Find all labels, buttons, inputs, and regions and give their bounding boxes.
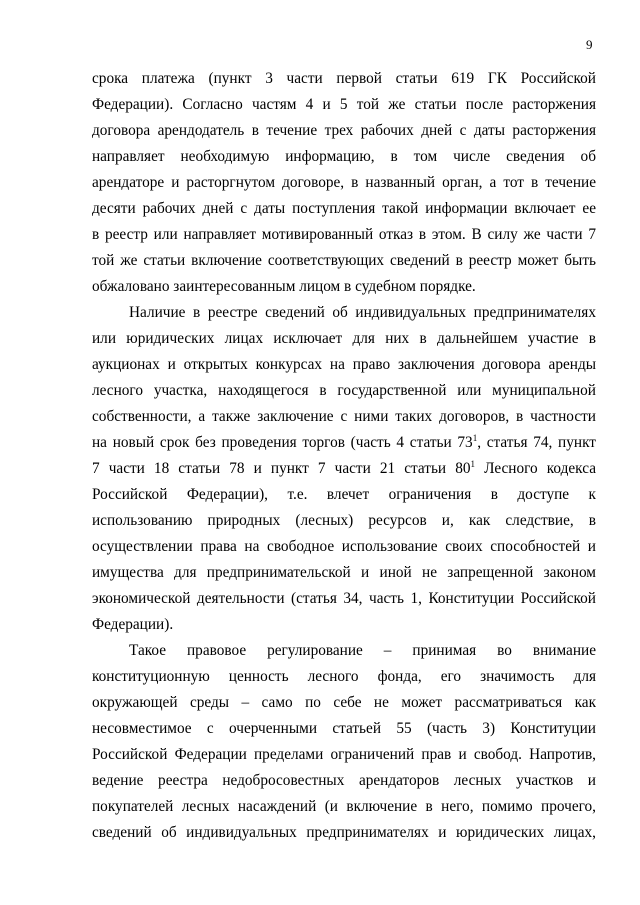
text-line: Федерации).	[92, 616, 174, 633]
document-body	[92, 66, 596, 846]
text-line: Федерации). Согласно частям 4 и 5 той же статьи после расторжения	[92, 96, 596, 113]
text-line: имущества для предпринимательской и иной не запрещенной законом	[92, 564, 596, 581]
text-line: покупателей лесных насаждений (и включение в него, помимо прочего,	[92, 798, 596, 815]
text-line: осуществлении права на свободное использование своих способностей и	[92, 538, 596, 555]
text-line: срока платежа (пункт 3 части первой статьи 619 ГК Российской	[92, 70, 596, 87]
text-line: Российской Федерации пределами ограничений прав и свобод. Напротив,	[92, 746, 596, 763]
superscript: 1	[470, 459, 475, 469]
text-line: лесного участка, находящегося в государственной или муниципальной	[92, 382, 596, 399]
text-line: или юридических лицах исключает для них в дальнейшем участие в	[92, 330, 596, 347]
text-line: экономической деятельности (статья 34, часть 1, Конституции Российской	[92, 590, 596, 607]
text-line: использованию природных (лесных) ресурсов и, как следствие, в	[92, 512, 596, 529]
text-line: той же статьи включение соответствующих сведений в реестр может быть	[92, 252, 596, 269]
text-line: собственности, а также заключение с ними таких договоров, в частности	[92, 408, 596, 425]
text-line: аукционах и открытых конкурсах на право заключения договора аренды	[92, 356, 596, 373]
text-line: обжаловано заинтересованным лицом в судебном порядке.	[92, 278, 476, 295]
text-line: договора арендодатель в течение трех рабочих дней с даты расторжения	[92, 122, 596, 139]
text-line: в реестр или направляет мотивированный отказ в этом. В силу же части 7	[92, 226, 596, 243]
page-number: 9	[586, 37, 593, 52]
text-line-with-superscript	[92, 456, 596, 482]
superscript: 1	[472, 433, 478, 443]
text-line-with-superscript	[92, 430, 596, 456]
line-text: на новый срок без проведения торгов (часть 4 статьи 73	[92, 434, 473, 451]
line-text: 7 части 18 статьи 78 и пункт 7 части 21 статьи 80	[92, 460, 471, 477]
text-line: окружающей среды – само по себе не может рассматриваться как	[92, 694, 596, 711]
line-tail: Лесного кодекса	[475, 460, 596, 477]
text-line: Российской Федерации), т.е. влечет ограничения в доступе к	[92, 486, 596, 503]
text-line: десяти рабочих дней с даты поступления такой информации включает ее	[92, 200, 596, 217]
paragraph-2	[92, 300, 596, 638]
text-line: ведение реестра недобросовестных арендаторов лесных участков и	[92, 772, 596, 789]
text-line: сведений об индивидуальных предпринимателях и юридических лицах,	[92, 824, 596, 841]
text-line: Такое правовое регулирование – принимая во внимание	[129, 642, 596, 659]
paragraph-1	[92, 66, 596, 300]
text-line: направляет необходимую информацию, в том числе сведения об	[92, 148, 596, 165]
text-line: несовместимое с очерченными статьей 55 (часть 3) Конституции	[92, 720, 596, 737]
text-line: конституционную ценность лесного фонда, его значимость для	[92, 668, 596, 685]
paragraph-3	[92, 638, 596, 846]
text-line: арендаторе и расторгнутом договоре, в названный орган, а тот в течение	[92, 174, 596, 191]
text-line: Наличие в реестре сведений об индивидуальных предпринимателях	[129, 304, 596, 321]
line-tail: , статья 74, пункт	[477, 434, 596, 451]
